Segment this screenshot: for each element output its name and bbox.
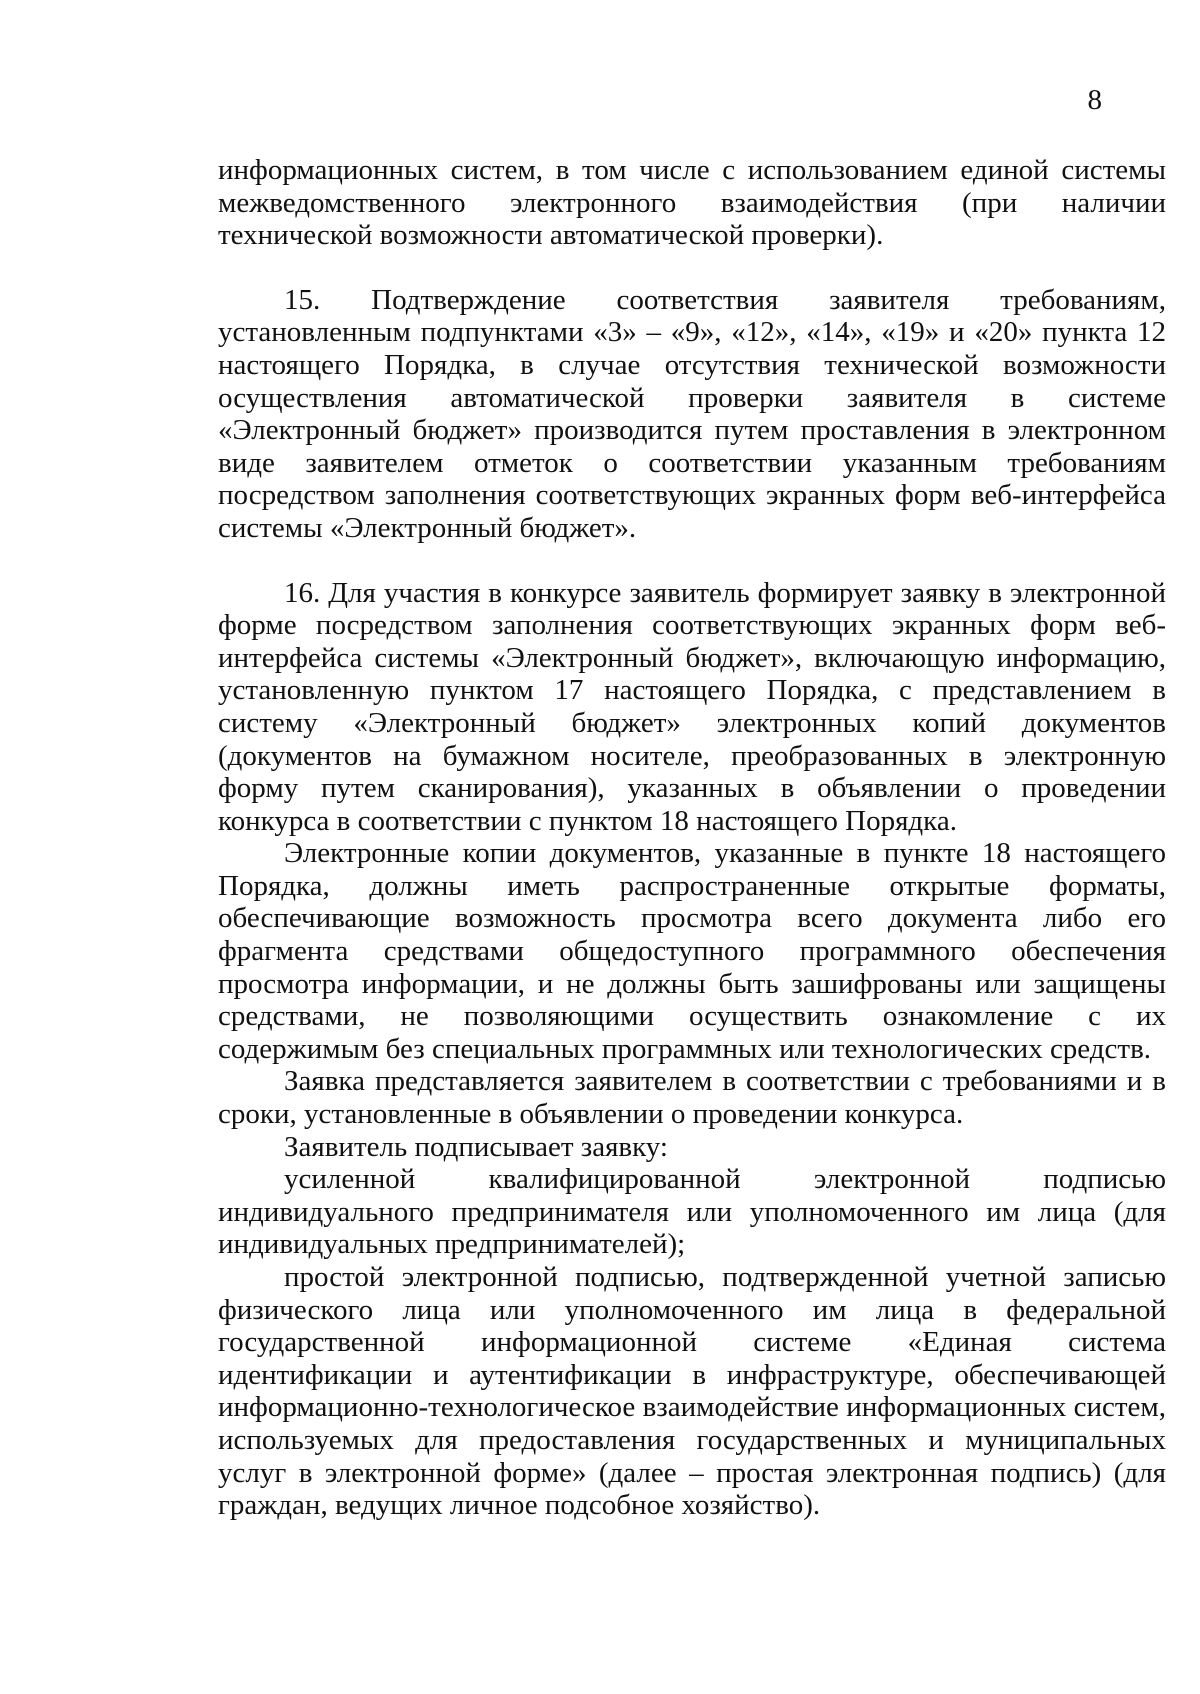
paragraph-electronic-copies: Электронные копии документов, указанные в пункте 18 настоящего Порядка, должны иметь распространенные открытые форматы, обеспечивающие возможность просмотра всего документа либо его фрагмента средствами общедоступного программного обеспечения просмотра информации, и не должны быть зашифрованы или защищены средствами, не позволяющими осуществить ознакомление с их содержимым без специальных программных или технологических средств.: [218, 837, 1166, 1065]
paragraph-qualified-signature: усиленной квалифицированной электронной подписью индивидуального предпринимателя или уполномоченного им лица (для индивидуальных предпринимателей);: [218, 1163, 1166, 1261]
paragraph-simple-signature: простой электронной подписью, подтвержденной учетной записью физического лица или уполномоченного им лица в федеральной государственной информационной системе «Единая система идентификации и аутентификации в инфраструктуре, обеспечивающей информационно-технологическое взаимодействие информационных систем, используемых для предоставления государственных и муниципальных услуг в электронной форме» (далее – простая электронная подпись) (для граждан, ведущих личное подсобное хозяйство).: [218, 1261, 1166, 1522]
paragraph-item-15: 15. Подтверждение соответствия заявителя требованиям, установленным подпунктами «3» – «9», «12», «14», «19» и «20» пункта 12 настоящего Порядка, в случае отсутствия технической возможности осуществления автоматической проверки заявителя в системе «Электронный бюджет» производится путем проставления в электронном виде заявителем отметок о соответствии указанным требованиям посредством заполнения соответствующих экранных форм веб-интерфейса системы «Электронный бюджет».: [218, 283, 1166, 544]
page-number: 8: [1087, 84, 1102, 116]
document-body: [218, 154, 1166, 1522]
paragraph-continuation: информационных систем, в том числе с использованием единой системы межведомственного электронного взаимодействия (при наличии технической возможности автоматической проверки).: [218, 154, 1166, 252]
paragraph-application-submission: Заявка представляется заявителем в соответствии с требованиями и в сроки, установленные в объявлении о проведении конкурса.: [218, 1065, 1166, 1131]
paragraph-item-16: 16. Для участия в конкурсе заявитель формирует заявку в электронной форме посредством заполнения соответствующих экранных форм веб-интерфейса системы «Электронный бюджет», включающую информацию, установленную пунктом 17 настоящего Порядка, с представлением в систему «Электронный бюджет» электронных копий документов (документов на бумажном носителе, преобразованных в электронную форму путем сканирования), указанных в объявлении о проведении конкурса в соответствии с пунктом 18 настоящего Порядка.: [218, 576, 1166, 837]
paragraph-signing-intro: Заявитель подписывает заявку:: [284, 1130, 668, 1163]
